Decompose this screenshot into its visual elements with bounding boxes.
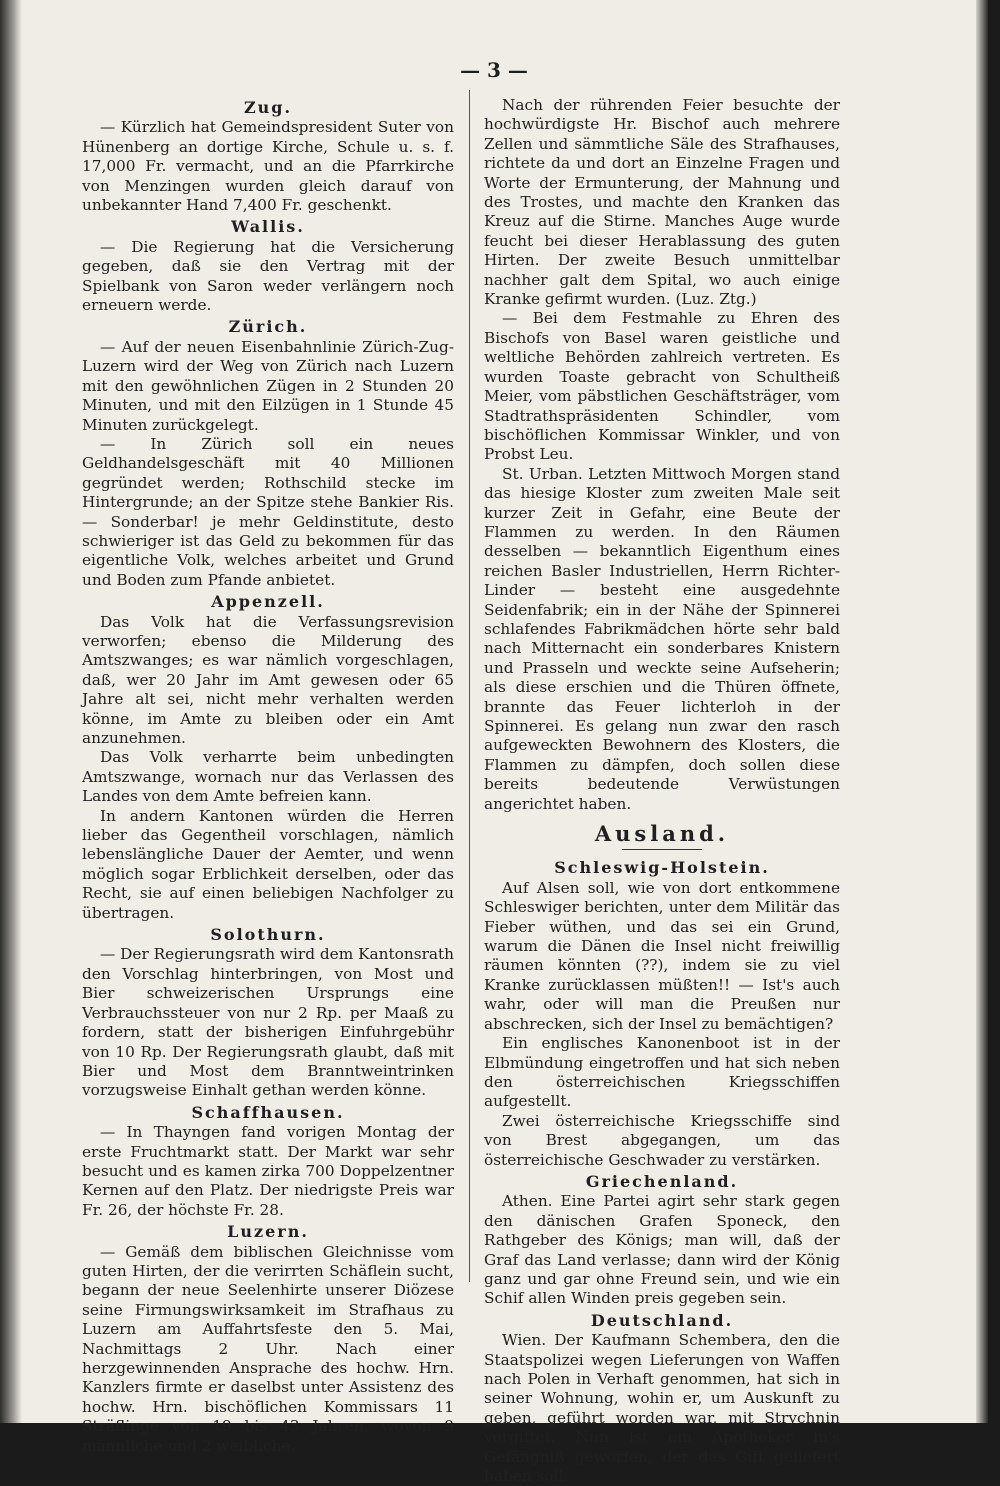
section-heading-wallis: Wallis.	[231, 217, 305, 237]
article-paragraph: In andern Kantonen würden die Herren lieber das Gegentheil vorschlagen, nämlich lebenslängliche Dauer der Aemter, und wenn möglich sogar Erblichkeit derselben, oder das Recht, sie auf einen beliebigen Nachfolger zu übertragen.	[82, 806, 454, 922]
section-title-ausland: Ausland.	[594, 821, 730, 847]
scan-edge	[976, 0, 988, 1423]
article-paragraph: — Der Regierungsrath wird dem Kantonsrath den Vorschlag hinterbringen, von Most und Bier schweizerischen Ursprungs eine Verbrauchssteuer von nur 2 Rp. per Maaß zu fordern, statt der bisherigen Einfuhrgebühr von 10 Rp. Der Regierungsrath glaubt, daß mit Bier und Most dem Branntweintrinken vorzugsweise Einhalt gethan werden könne.	[82, 945, 454, 1100]
article-paragraph: — Die Regierung hat die Versicherung gegeben, daß sie den Vertrag mit der Spielbank von Saron weder verlängern noch erneuern werde.	[82, 237, 454, 315]
section-heading-deutschland: Deutschland.	[590, 1310, 734, 1330]
article-paragraph: — Auf der neuen Eisenbahnlinie Zürich-Zug-Luzern wird der Weg von Zürich nach Luzern mit den gewöhnlichen Zügen in 2 Stunden 20 Minuten, und mit den Eilzügen in 1 Stunde 45 Minuten zurückgelegt.	[82, 337, 454, 434]
article-paragraph: Das Volk hat die Verfassungsrevision verworfen; ebenso die Milderung des Amtszwanges; es war nämlich vorgeschlagen, daß, wer 20 Jahr im Amt gewesen oder 65 Jahre alt sei, nicht mehr verhalten werden könne, im Amte zu bleiben oder ein Amt anzunehmen.	[82, 612, 454, 747]
article-paragraph: Nach der rührenden Feier besuchte der hochwürdigste Hr. Bischof auch mehrere Zellen und sämmtliche Säle des Strafhauses, richtete da und dort an Einzelne Fragen und Worte der Ermunterung, der Mahnung und des Trostes, und machte den Kranken das Kreuz auf die Stirne. Manches Auge wurde feucht bei dieser Herablassung des guten Hirten. Der zweite Besuch unmittelbar nachher galt dem Spital, wo auch einige Kranke gefirmt wurden. (Luz. Ztg.)	[484, 96, 840, 309]
section-heading-solothurn: Solothurn.	[210, 925, 326, 945]
left-column	[82, 96, 454, 1456]
section-heading-griechenland: Griechenland.	[585, 1171, 739, 1191]
article-paragraph: — Kürzlich hat Gemeindspresident Suter von Hünenberg an dortige Kirche, Schule u. s. f. 17,000 Fr. vermacht, und an die Pfarrkirche von Menzingen wurden gleich darauf von unbekannter Hand 7,400 Fr. geschenkt.	[82, 118, 454, 215]
article-paragraph: — In Zürich soll ein neues Geldhandelsgeschäft mit 40 Millionen gegründet werden; Rothschild stecke im Hintergrunde; an der Spitze stehe Bankier Ris. — Sonderbar! je mehr Geldinstitute, desto schwieriger ist das Geld zu bekommen für das eigentliche Volk, welches arbeitet und Grund und Boden zum Pfande anbietet.	[82, 434, 454, 589]
article-paragraph: Auf Alsen soll, wie von dort entkommene Schleswiger berichten, unter dem Militär das Fieber wüthen, und das sei ein Grund, warum die Dänen die Insel nicht freiwillig räumen könnten (??), indem sie zu viel Kranke zurücklassen müßten!! — Ist's auch wahr, oder will man die Preußen nur abschrecken, sich der Insel zu bemächtigen?	[484, 878, 840, 1033]
article-paragraph: Ein englisches Kanonenboot ist in der Elbmündung eingetroffen und hat sich neben den österreichischen Kriegsschiffen aufgestellt.	[484, 1034, 840, 1111]
section-heading-schaffhausen: Schaffhausen.	[191, 1102, 345, 1122]
right-column	[484, 96, 840, 1486]
section-heading-luzern: Luzern.	[227, 1222, 309, 1242]
article-paragraph: Athen. Eine Partei agirt sehr stark gegen den dänischen Grafen Sponeck, den Rathgeber des Königs; man will, daß der Graf das Land verlasse; dann wird der König ganz und gar ohne Freund sein, und wie ein Schif allen Winden preis gegeben sein.	[484, 1192, 840, 1308]
binding-shadow	[0, 0, 22, 1423]
section-heading-zug: Zug.	[243, 98, 293, 117]
article-paragraph: — Gemäß dem biblischen Gleichnisse vom guten Hirten, der die verirrten Schäflein sucht, begann der neue Seelenhirte unserer Diözese seine Firmungswirksamkeit im Strafhaus zu Luzern am Auffahrtsfeste den 5. Mai, Nachmittags 2 Uhr. Nach einer herzgewinnenden Ansprache des hochw. Hrn. Kanzlers firmte er daselbst unter Assistenz des hochw. Hrn. bischöflichen Kommissars 11 Sträflinge von 19 bis 43 Jahren, wovon 9 männliche und 2 weibliche.	[82, 1242, 454, 1455]
column-divider	[469, 90, 470, 1282]
page-number: — 3 —	[460, 58, 528, 82]
section-heading-zuerich: Zürich.	[228, 317, 308, 337]
article-paragraph: Das Volk verharrte beim unbedingten Amtszwange, wornach nur das Verlassen des Landes von dem Amte befreien kann.	[82, 748, 454, 806]
article-paragraph: Zwei österreichische Kriegsschiffe sind von Brest abgegangen, um das österreichische Geschwader zu verstärken.	[484, 1111, 840, 1169]
section-heading-schleswig-holstein: Schleswig-Holstein.	[554, 858, 770, 878]
title-rule	[622, 849, 702, 850]
article-paragraph: — Bei dem Festmahle zu Ehren des Bischofs von Basel waren geistliche und weltliche Behörden zahlreich vertreten. Es wurden Toaste gebracht von Schultheiß Meier, vom päbstlichen Geschäftsträger, vom Stadtrathspräsidenten Schindler, vom bischöflichen Kommissar Winkler, und von Probst Leu.	[484, 309, 840, 464]
article-paragraph: — In Thayngen fand vorigen Montag der erste Fruchtmarkt statt. Der Markt war sehr besucht und es kamen zirka 700 Doppelzentner Kernen auf den Platz. Der niedrigste Preis war Fr. 26, der höchste Fr. 28.	[82, 1123, 454, 1219]
section-heading-appenzell: Appenzell.	[211, 592, 325, 612]
article-paragraph: St. Urban. Letzten Mittwoch Morgen stand das hiesige Kloster zum zweiten Male seit kurzer Zeit in Gefahr, eine Beute der Flammen zu werden. In den Räumen desselben — bekanntlich Eigenthum eines reichen Basler Industriellen, Herrn Richter-Linder — besteht eine ausgedehnte Seidenfabrik; ein in der Nähe der Spinnerei schlafendes Fabrikmädchen hörte sehr bald nach Mitternacht ein sonderbares Knistern und Prasseln und weckte seine Aufseherin; als diese erschien und die Thüren öffnete, brannte das Feuer lichterloh in der Spinnerei. Es gelang nun zwar den rasch aufgeweckten Bewohnern des Klosters, die Flammen zu dämpfen, doch sollen diese bereits bedeutende Verwüstungen angerichtet haben.	[484, 464, 840, 813]
article-paragraph: Wien. Der Kaufmann Schembera, den die Staatspolizei wegen Lieferungen von Waffen nach Polen in Verhaft genommen, hat sich in seiner Wohnung, wohin er, um Auskunft zu geben, geführt worden war, mit Strychnin vergiftet. Nun ist ein Apotheker in's Gefängniß geworfen, der das Gift geliefert haben soll.	[484, 1331, 840, 1486]
